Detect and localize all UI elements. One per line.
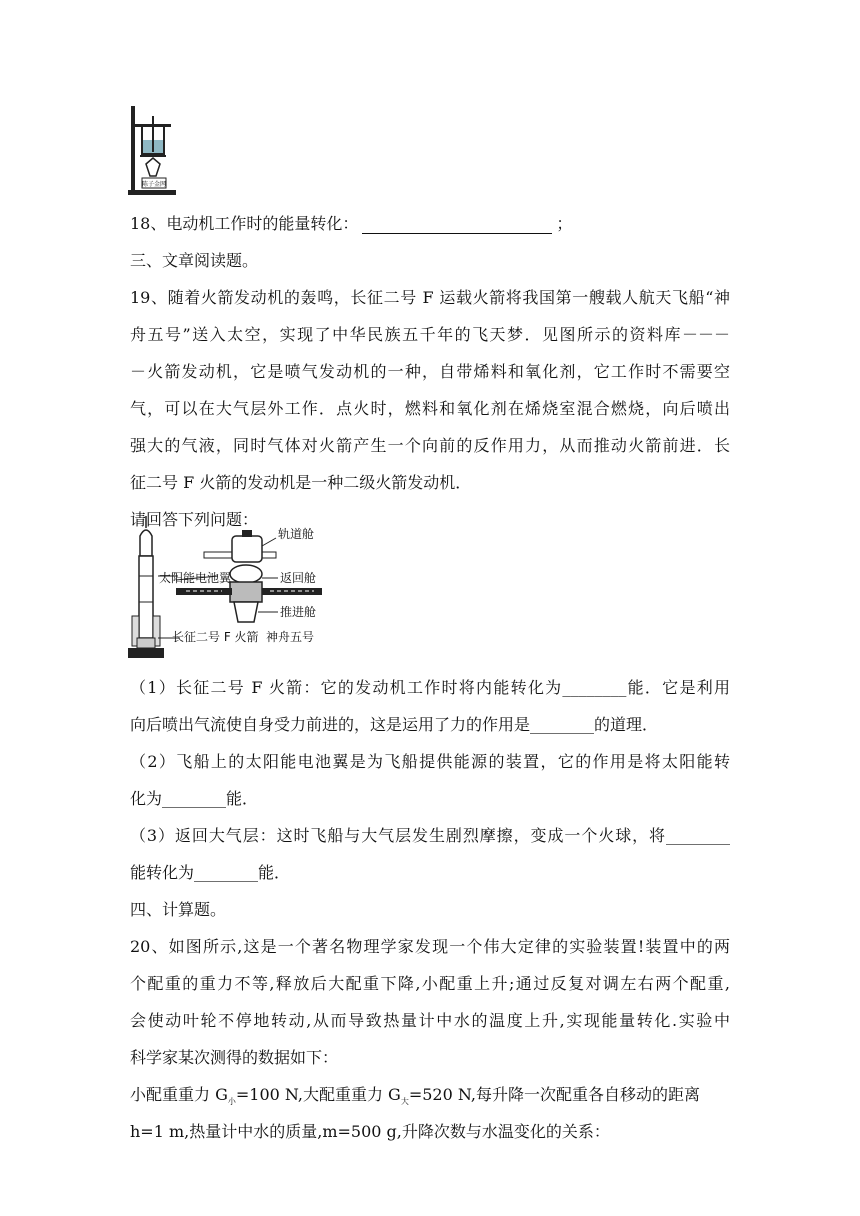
question-18 xyxy=(130,214,730,234)
q19-line-1: 19、随着火箭发动机的轰鸣，长征二号 F 运载火箭将我国第一艘载人航天飞船“神 xyxy=(130,288,730,307)
label-solar-wing: 太阳能电池翼 xyxy=(159,571,232,585)
section-4-heading: 四、计算题。 xyxy=(130,900,227,919)
lab-stand-figure xyxy=(128,104,178,196)
section-3-heading: 三、文章阅读题。 xyxy=(130,251,259,270)
q19-sub1-line-1: （1）长征二号 F 火箭：它的发动机工作时将内能转化为________能．它是利用 xyxy=(130,678,730,697)
q20-data-text-c: =520 N,每升降一次配重各自移动的距离 xyxy=(408,1085,700,1104)
q20-line-4: 科学家某次测得的数据如下： xyxy=(130,1048,339,1067)
q20-data-line-2: h=1 m,热量计中水的质量,m=500 g,升降次数与水温变化的关系： xyxy=(130,1122,610,1141)
q19-sub2-line-1: （2）飞船上的太阳能电池翼是为飞船提供能源的装置，它的作用是将太阳能转 xyxy=(130,752,730,771)
q19-prompt: 请回答下列问题： xyxy=(130,510,259,529)
q20-line-3: 会使动叶轮不停地转动,从而导致热量计中水的温度上升,实现能量转化.实验中 xyxy=(130,1011,730,1030)
q19-sub2-line-2: 化为________能． xyxy=(130,789,259,808)
label-rocket: 长征二号 F 火箭 xyxy=(172,630,259,644)
q19-sub1-line-2: 向后喷出气流使自身受力前进的，这是运用了力的作用是________的道理． xyxy=(130,715,659,734)
q19-line-2: 舟五号”送入太空，实现了中华民族五千年的飞天梦．见图所示的资料库－－－ xyxy=(130,325,730,344)
q19-line-6: 征二号 F 火箭的发动机是一种二级火箭发动机． xyxy=(130,473,472,492)
stand-watermark-label: 陈子金网 xyxy=(141,181,167,188)
label-propulsion-module: 推进舱 xyxy=(280,605,317,619)
q19-sub3-line-1: （3）返回大气层：这时飞船与大气层发生剧烈摩擦，变成一个火球，将________ xyxy=(130,826,730,845)
q20-data-text-b: =100 N,大配重重力 G xyxy=(235,1085,401,1104)
q20-sub-small: 小 xyxy=(227,1097,236,1106)
q18-answer-blank[interactable] xyxy=(362,217,552,234)
label-shenzhou: 神舟五号 xyxy=(266,630,315,644)
q20-sub-large: 大 xyxy=(400,1097,409,1106)
q20-line-2: 个配重的重力不等,释放后大配重下降,小配重上升;通过反复对调左右两个配重, xyxy=(130,974,730,993)
rocket-spacecraft-figure xyxy=(128,516,338,664)
q20-data-text-a: 小配重重力 G xyxy=(130,1085,228,1104)
label-return-module: 返回舱 xyxy=(280,571,317,585)
q19-line-5: 强大的气液，同时气体对火箭产生一个向前的反作用力，从而推动火箭前进．长 xyxy=(130,436,730,455)
q20-line-1: 20、如图所示,这是一个著名物理学家发现一个伟大定律的实验装置!装置中的两 xyxy=(130,937,730,956)
label-orbit-module: 轨道舱 xyxy=(278,527,315,541)
q19-line-3: －火箭发动机，它是喷气发动机的一种，自带烯料和氧化剂，它工作时不需要空 xyxy=(130,362,730,381)
q19-sub3-line-2: 能转化为________能． xyxy=(130,863,291,882)
q20-data-line-1 xyxy=(130,1085,730,1112)
q19-line-4: 气，可以在大气层外工作．点火时，燃料和氧化剂在烯烧室混合燃烧，向后喷出 xyxy=(130,399,730,418)
q18-text: 18、电动机工作时的能量转化： xyxy=(130,214,359,233)
q18-semicolon: ； xyxy=(556,214,573,233)
